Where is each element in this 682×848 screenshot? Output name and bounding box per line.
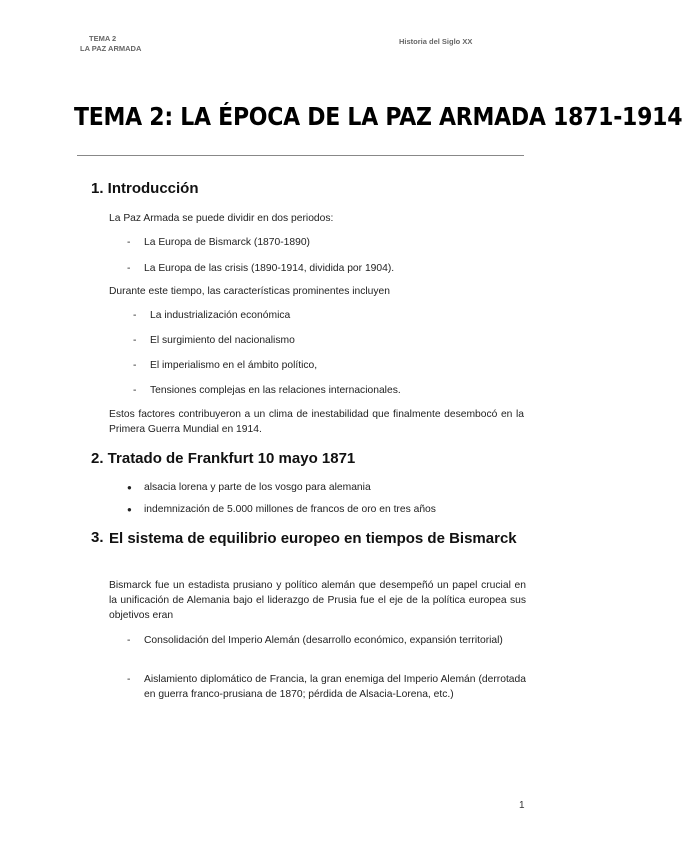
list-item: [133, 333, 295, 348]
section-1-heading: 1. Introducción: [91, 180, 199, 197]
list-item: [127, 633, 526, 648]
section-1-during: Durante este tiempo, las características prominentes incluyen: [109, 286, 391, 297]
dash-marker: -: [133, 335, 137, 346]
section-3-heading: El sistema de equilibrio europeo en tiempos de Bismarck: [109, 530, 517, 547]
dash-marker: -: [127, 237, 131, 248]
list-item-text: Consolidación del Imperio Alemán (desarrollo económico, expansión territorial): [144, 635, 503, 646]
list-item: [133, 383, 401, 398]
dash-marker: -: [133, 385, 137, 396]
section-1-intro: La Paz Armada se puede dividir en dos periodos:: [109, 213, 334, 224]
list-item-text: El imperialismo en el ámbito político,: [150, 360, 318, 371]
header-topic-number: TEMA 2: [89, 34, 117, 43]
list-item: [133, 358, 317, 373]
section-1-conclusion: Estos factores contribuyeron a un clima de inestabilidad que finalmente desembocó en la Primera Guerra Mundial en 1914.: [109, 409, 524, 435]
list-item-text: La Europa de las crisis (1890-1914, dividida por 1904).: [144, 263, 395, 274]
list-item-text: El surgimiento del nacionalismo: [150, 335, 295, 346]
list-item: [127, 672, 526, 702]
list-item-text: La Europa de Bismarck (1870-1890): [144, 237, 310, 248]
bullet-marker: ●: [127, 505, 132, 514]
list-item-text: Aislamiento diplomático de Francia, la gran enemiga del Imperio Alemán (derrotada en guerra franco-prusiana de 1870; pérdida de Alsacia-Lorena, etc.): [144, 674, 526, 700]
list-item: [127, 235, 310, 250]
dash-marker: -: [133, 310, 137, 321]
list-item-text: Tensiones complejas en las relaciones internacionales.: [150, 385, 401, 396]
dash-marker: -: [127, 674, 131, 685]
bullet-marker: ●: [127, 483, 132, 492]
running-header-left: [80, 34, 141, 54]
dash-marker: -: [133, 360, 137, 371]
section-3-paragraph: Bismarck fue un estadista prusiano y político alemán que desempeñó un papel crucial en la unificación de Alemania bajo el liderazgo de Prusia fue el eje de la política europea sus objetivos eran: [109, 580, 526, 621]
page-title: TEMA 2: LA ÉPOCA DE LA PAZ ARMADA 1871-1914: [74, 102, 682, 131]
list-item: [127, 502, 436, 517]
title-divider: [77, 155, 524, 156]
dash-marker: -: [127, 263, 131, 274]
section-3-heading-number: 3.: [91, 529, 104, 546]
section-2-heading: 2. Tratado de Frankfurt 10 mayo 1871: [91, 450, 356, 467]
dash-marker: -: [127, 635, 131, 646]
running-header-right: Historia del Siglo XX: [399, 37, 473, 46]
page-number: 1: [519, 800, 525, 811]
list-item: [133, 308, 290, 323]
header-topic-title: LA PAZ ARMADA: [80, 44, 142, 53]
list-item-text: alsacia lorena y parte de los vosgo para alemania: [144, 482, 371, 493]
list-item: [127, 480, 371, 495]
list-item: [127, 261, 394, 276]
list-item-text: indemnización de 5.000 millones de francos de oro en tres años: [144, 504, 436, 515]
list-item-text: La industrialización económica: [150, 310, 291, 321]
